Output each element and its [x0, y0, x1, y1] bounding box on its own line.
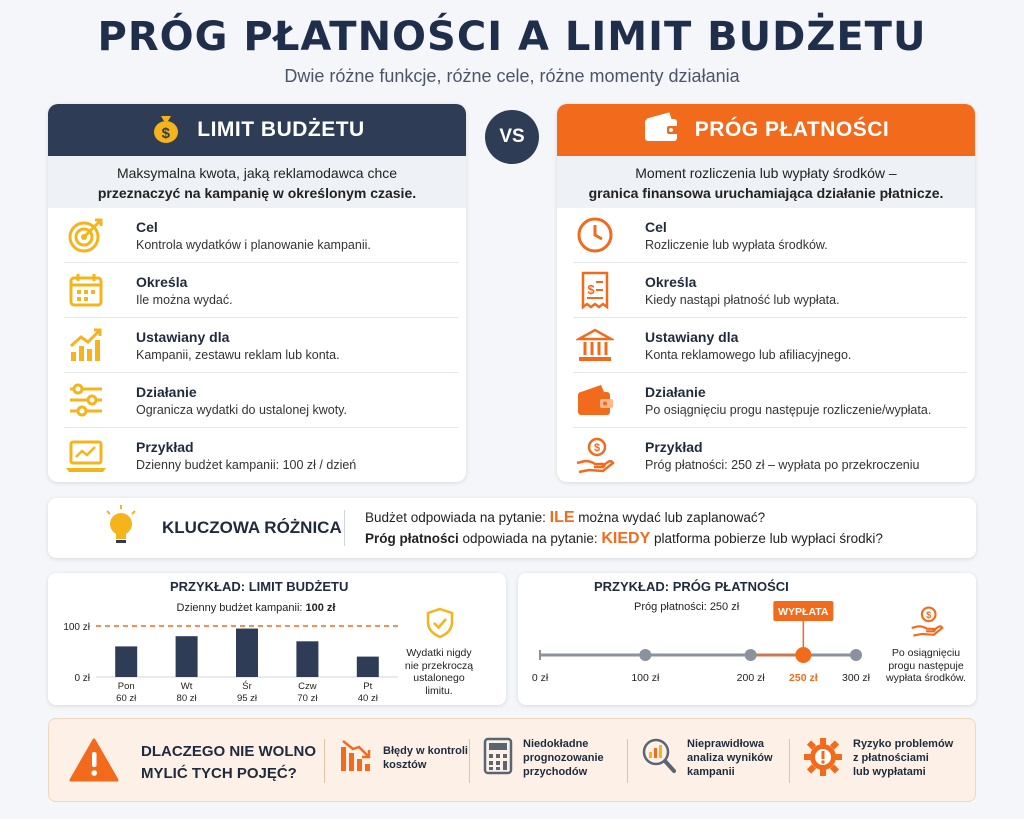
why-item-payment-risk: Ryzyko problemów z płatnościami lub wypłatami: [803, 737, 953, 782]
why-divider: [789, 739, 790, 783]
budget-row-defines: [64, 263, 458, 318]
svg-text:$: $: [593, 441, 601, 454]
row-title: Cel: [136, 218, 158, 235]
budget-row-set-for: [64, 318, 458, 373]
sliders-icon: [64, 380, 108, 420]
threshold-row-action: [573, 373, 967, 428]
x-tick-label: Śr: [242, 681, 252, 692]
bar-value-label: 70 zł: [297, 693, 318, 704]
calculator-icon: [483, 737, 513, 780]
page-title: PRÓG PŁATNOŚCI A LIMIT BUDŻETU: [97, 14, 927, 60]
bar: [357, 657, 379, 677]
why-item-cost-control: Błędy w kontroli kosztów: [339, 737, 468, 778]
why-divider: [469, 739, 470, 783]
money-bag-icon: [149, 110, 183, 150]
threshold-example-note: Po osiągnięciu progu następuje wypłata środków.: [886, 647, 966, 684]
row-title: Działanie: [136, 383, 197, 400]
key-line2-a: Próg płatności: [365, 531, 459, 546]
x-tick-label: Czw: [298, 681, 317, 692]
svg-text:$: $: [926, 609, 932, 620]
track-point: [639, 649, 651, 661]
why-divider: [324, 739, 325, 783]
lightbulb-icon: [104, 505, 138, 552]
budget-limit-title: LIMIT BUDŻETU: [197, 118, 365, 141]
key-emphasis-kiedy: KIEDY: [601, 530, 651, 547]
gear-warning-icon: [803, 737, 843, 782]
threshold-point: [795, 647, 811, 663]
threshold-desc-line1: Moment rozliczenia lub wypłaty środków –: [635, 165, 897, 181]
invoice-icon: [573, 270, 617, 310]
bar: [176, 636, 198, 677]
why-item-forecasting: Niedokładne prognozowanie przychodów: [483, 737, 604, 780]
bank-icon: [573, 325, 617, 365]
declining-chart-icon: [339, 737, 373, 778]
track-tick-label: 200 zł: [736, 672, 765, 684]
row-text: Ogranicza wydatki do ustalonej kwoty.: [136, 402, 347, 417]
bar: [296, 641, 318, 677]
budget-example-title: PRZYKŁAD: LIMIT BUDŻETU: [170, 579, 349, 594]
row-title: Cel: [645, 218, 667, 235]
payout-badge-label: WYPŁATA: [778, 606, 829, 618]
row-text: Po osiągnięciu progu następuje rozliczenie/wypłata.: [645, 402, 932, 417]
row-text: Dzienny budżet kampanii: 100 zł / dzień: [136, 458, 357, 472]
budget-row-goal: [64, 208, 458, 263]
key-line1-a: Budżet odpowiada na pytanie:: [365, 510, 550, 525]
threshold-example-title: PRZYKŁAD: PRÓG PŁATNOŚCI: [594, 579, 789, 594]
row-title: Przykład: [136, 439, 194, 455]
bar-value-label: 60 zł: [116, 693, 137, 704]
row-text: Ile można wydać.: [136, 292, 233, 307]
budget-row-action: [64, 373, 458, 428]
clock-icon: [573, 215, 617, 255]
threshold-row-set-for: [573, 318, 967, 373]
why-title: DLACZEGO NIE WOLNO MYLIĆ TYCH POJĘĆ?: [141, 743, 316, 782]
budget-limit-header: [48, 104, 466, 156]
row-text: Kiedy nastąpi płatność lub wypłata.: [645, 292, 840, 307]
key-difference-title: KLUCZOWA RÓŻNICA: [162, 518, 342, 537]
bar: [236, 629, 258, 677]
x-tick-label: Pt: [363, 681, 373, 692]
track-tick-label: 100 zł: [631, 672, 660, 684]
threshold-example-panel: [518, 573, 976, 705]
budget-limit-card: [48, 104, 466, 482]
page-subtitle: Dwie różne funkcje, różne cele, różne momenty działania: [284, 66, 740, 86]
svg-text:$: $: [161, 125, 171, 142]
payment-threshold-header: [557, 104, 975, 156]
y-tick-label: 100 zł: [63, 622, 90, 633]
budget-desc-line1: Maksymalna kwota, jaką reklamodawca chce: [116, 165, 398, 181]
bar-value-label: 95 zł: [236, 693, 258, 704]
payment-threshold-description: [557, 156, 975, 208]
svg-text:$: $: [587, 282, 595, 297]
x-tick-label: Wt: [180, 681, 193, 692]
budget-limit-description: [48, 156, 466, 208]
calendar-icon: [64, 270, 108, 310]
target-icon: [64, 215, 108, 255]
row-text: Konta reklamowego lub afiliacyjnego.: [645, 347, 852, 362]
row-title: Ustawiany dla: [136, 328, 230, 345]
row-text: Kontrola wydatków i planowanie kampanii.: [136, 237, 371, 252]
row-title: Określa: [136, 273, 188, 290]
row-title: Ustawiany dla: [645, 328, 739, 345]
y-tick-label: 0 zł: [74, 673, 90, 684]
threshold-row-goal: [573, 208, 967, 263]
growth-chart-icon: [64, 325, 108, 365]
threshold-track-chart: [518, 573, 976, 705]
threshold-row-defines: [573, 263, 967, 318]
track-tick-label: 250 zł: [789, 672, 818, 684]
budget-chart-caption: Dzienny budżet kampanii: 100 zł: [176, 602, 336, 614]
key-line1-b: można wydać lub zaplanować?: [574, 510, 766, 525]
key-line2-b: odpowiada na pytanie:: [458, 531, 602, 546]
track-tick-label: 300 zł: [841, 672, 871, 684]
row-title: Określa: [645, 273, 697, 290]
bar-value-label: 40 zł: [357, 693, 378, 704]
key-line2-c: platforma pobierze lub wypłaci środki?: [650, 531, 883, 546]
budget-example-panel: [48, 573, 506, 705]
bar-value-label: 80 zł: [176, 693, 197, 704]
warning-icon: [69, 737, 119, 788]
budget-row-example: [64, 428, 458, 482]
payment-threshold-card: [557, 104, 975, 482]
row-title: Przykład: [645, 439, 703, 455]
threshold-desc-line2: granica finansowa uruchamiająca działanie płatnicze.: [588, 185, 944, 201]
payment-threshold-title: PRÓG PŁATNOŚCI: [694, 118, 890, 141]
magnifier-chart-icon: [641, 737, 677, 780]
shield-check-icon: [426, 607, 454, 644]
wallet-icon: [573, 380, 617, 420]
wallet-header-icon: [643, 111, 681, 149]
budget-example-note: Wydatki nigdy nie przekroczą ustalonego limitu.: [404, 647, 474, 697]
bar: [115, 646, 137, 677]
key-separator: [344, 510, 345, 546]
track-point: [745, 649, 757, 661]
row-text: Rozliczenie lub wypłata środków.: [645, 237, 828, 252]
threshold-row-example: [573, 428, 967, 482]
threshold-caption: Próg płatności: 250 zł: [634, 601, 740, 613]
track-tick-label: 0 zł: [531, 672, 549, 684]
x-tick-label: Pon: [117, 681, 135, 692]
hand-coin-icon: [573, 436, 617, 476]
budget-desc-line2: przeznaczyć na kampanię w określonym czasie.: [97, 185, 417, 201]
track-point: [850, 649, 862, 661]
key-difference-text: [365, 507, 883, 549]
key-difference-box: [48, 498, 976, 558]
why-not-confuse-box: [48, 718, 976, 802]
vs-badge: VS: [485, 110, 539, 164]
row-title: Działanie: [645, 383, 706, 400]
row-text: Kampanii, zestawu reklam lub konta.: [136, 347, 340, 362]
row-text: Próg płatności: 250 zł – wypłata po przekroczeniu: [645, 458, 920, 472]
why-item-analysis: Nieprawidłowa analiza wyników kampanii: [641, 737, 773, 780]
laptop-icon: [64, 436, 108, 476]
key-emphasis-ile: ILE: [549, 509, 575, 526]
why-divider: [627, 739, 628, 783]
hand-coin-small-icon: [910, 605, 944, 644]
